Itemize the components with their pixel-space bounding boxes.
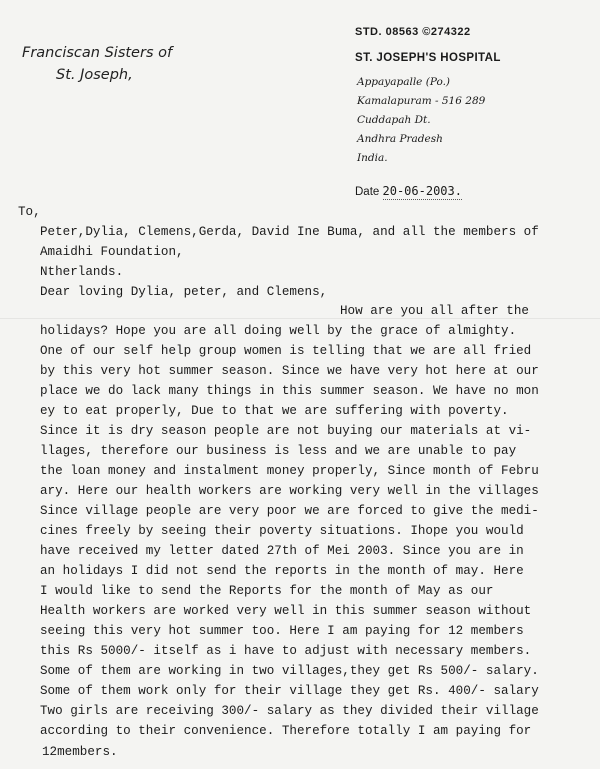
sender-line-1: Franciscan Sisters of xyxy=(22,45,173,61)
letter-date xyxy=(355,184,462,198)
sender-line-2: St. Joseph, xyxy=(56,67,133,83)
letter-line: seeing this very hot summer too. Here I am paying for 12 members xyxy=(40,624,524,638)
letter-line: cines freely by seeing their poverty situations. Ihope you would xyxy=(40,524,524,538)
date-label: Date xyxy=(355,186,380,198)
letter-line: llages, therefore our business is less and we are unable to pay xyxy=(40,444,517,458)
letter-line: ary. Here our health workers are working very well in the villages xyxy=(40,484,539,498)
letter-line: by this very hot summer season. Since we have very hot here at our xyxy=(40,364,539,378)
address-line: Cuddapah Dt. xyxy=(357,114,431,126)
letter-line: Amaidhi Foundation, xyxy=(40,245,184,259)
letter-line: Some of them are working in two villages,they get Rs 500/- salary. xyxy=(40,664,539,678)
address-line: Andhra Pradesh xyxy=(357,133,443,145)
letter-line: have received my letter dated 27th of Mei 2003. Since you are in xyxy=(40,544,524,558)
letter-line: How are you all after the xyxy=(340,304,529,318)
letter-line: Health workers are worked very well in this summer season without xyxy=(40,604,532,618)
letter-line: according to their convenience. Therefore totally I am paying for xyxy=(40,724,532,738)
letter-line: Since it is dry season people are not buying our materials at vi- xyxy=(40,424,532,438)
letter-line: To, xyxy=(18,205,41,219)
letter-line: this Rs 5000/- itself as i have to adjust with necessary members. xyxy=(40,644,532,658)
letter-line: ey to eat properly, Due to that we are suffering with poverty. xyxy=(40,404,509,418)
paper-fold-line xyxy=(0,318,600,319)
phone-number: STD. 08563 ©274322 xyxy=(355,26,471,38)
letter-line: Some of them work only for their village they get Rs. 400/- salary xyxy=(40,684,539,698)
letter-line: the loan money and instalment money properly, Since month of Febru xyxy=(40,464,539,478)
letter-line: Two girls are receiving 300/- salary as they divided their village xyxy=(40,704,539,718)
letter-line: 12members. xyxy=(42,745,118,759)
address-line: Kamalapuram - 516 289 xyxy=(357,95,486,107)
address-line: India. xyxy=(357,152,388,164)
letter-line: Peter,Dylia, Clemens,Gerda, David Ine Buma, and all the members of xyxy=(40,225,539,239)
date-value: 20-06-2003. xyxy=(382,184,462,198)
letter-line: Dear loving Dylia, peter, and Clemens, xyxy=(40,285,328,299)
letter-line: Ntherlands. xyxy=(40,265,124,279)
hospital-address xyxy=(357,73,485,168)
letter-line: an holidays I did not send the reports in the month of may. Here xyxy=(40,564,524,578)
sender-name xyxy=(22,42,172,86)
letter-line: One of our self help group women is telling that we are all fried xyxy=(40,344,532,358)
address-line: Appayapalle (Po.) xyxy=(357,76,451,88)
letter-line: Since village people are very poor we are forced to give the medi- xyxy=(40,504,539,518)
letter-line: place we do lack many things in this summer season. We have no mon xyxy=(40,384,539,398)
hospital-name: ST. JOSEPH'S HOSPITAL xyxy=(355,52,501,64)
letter-line: I would like to send the Reports for the month of May as our xyxy=(40,584,494,598)
letter-line: holidays? Hope you are all doing well by the grace of almighty. xyxy=(40,324,517,338)
